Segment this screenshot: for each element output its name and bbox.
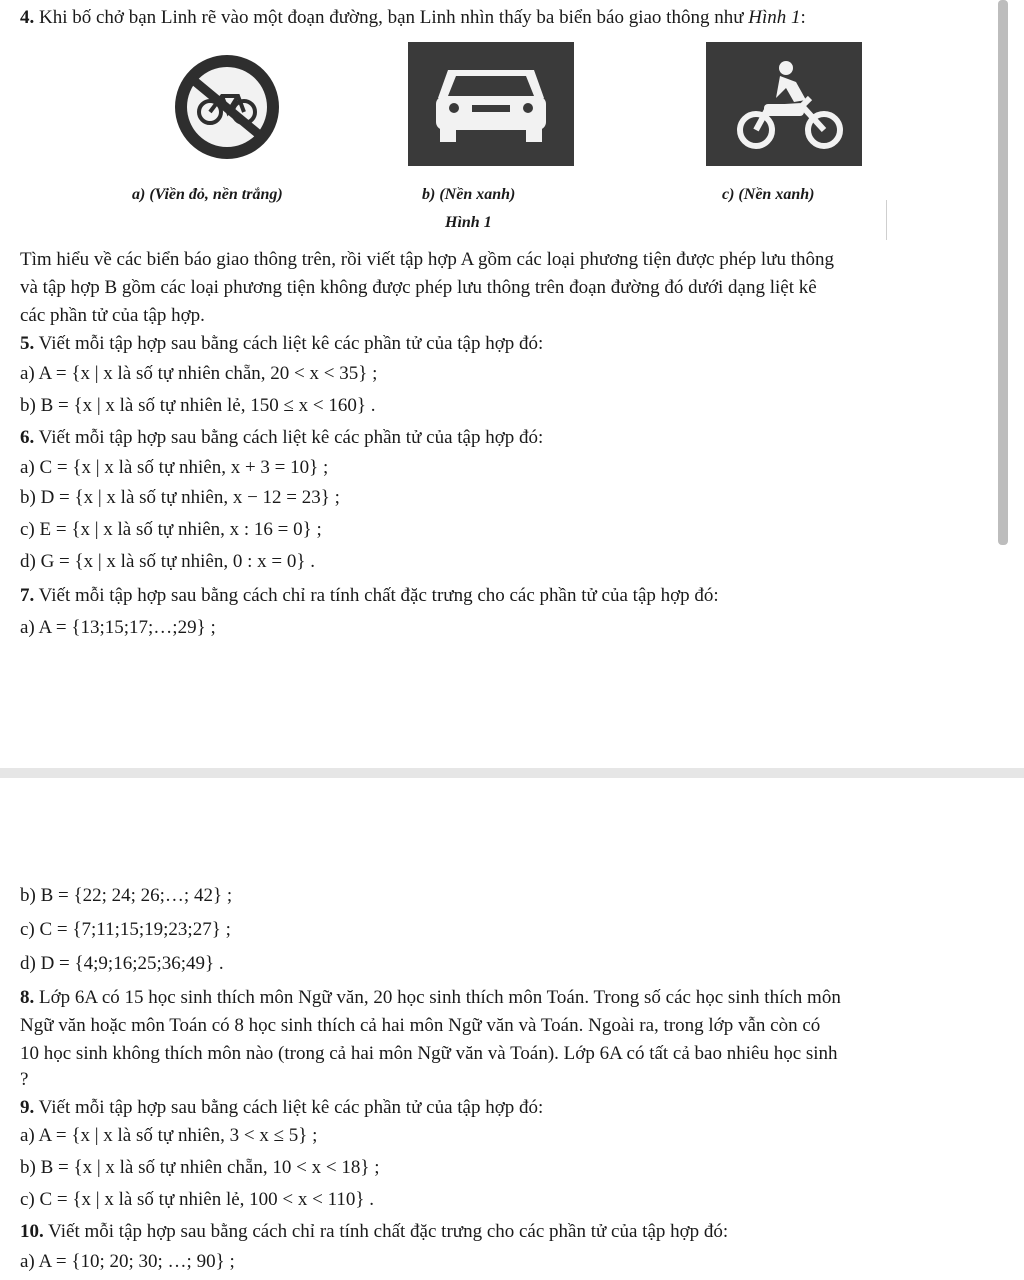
page-gap xyxy=(0,768,1024,778)
car-icon xyxy=(408,42,574,166)
q8-line-1 xyxy=(20,986,841,1010)
q4-body-line-3: các phần tử của tập hợp. xyxy=(20,305,205,326)
q4-figure-ref: Hình 1 xyxy=(748,7,801,28)
q7-item-a: a) A = {13;15;17;…;29} ; xyxy=(20,617,216,638)
q9-number: 9. xyxy=(20,1097,35,1118)
q10-heading xyxy=(20,1220,728,1244)
q4-body-line-2: và tập hợp B gồm các loại phương tiện không được phép lưu thông trên đoạn đường đó dưới dạng liệt kê xyxy=(20,277,817,298)
q7-title: Viết mỗi tập hợp sau bằng cách chỉ ra tính chất đặc trưng cho các phần tử của tập hợp đó: xyxy=(38,585,719,606)
q7-number: 7. xyxy=(20,585,35,606)
q7-heading xyxy=(20,584,719,608)
caption-b: b) (Nền xanh) xyxy=(422,186,516,203)
q4-heading xyxy=(20,6,806,30)
q6-item-a: a) C = {x | x là số tự nhiên, x + 3 = 10} ; xyxy=(20,457,329,478)
q5-item-b: b) B = {x | x là số tự nhiên lẻ, 150 ≤ x < 160} . xyxy=(20,395,376,416)
q5-number: 5. xyxy=(20,333,35,354)
scrollbar[interactable] xyxy=(998,0,1008,545)
q8-number: 8. xyxy=(20,987,35,1008)
motorbike-sign xyxy=(706,42,862,166)
q6-title: Viết mỗi tập hợp sau bằng cách liệt kê các phần tử của tập hợp đó: xyxy=(38,427,544,448)
car-sign xyxy=(408,42,574,166)
q7-item-d: d) D = {4;9;16;25;36;49} . xyxy=(20,953,224,974)
q6-heading xyxy=(20,426,543,450)
divider-line xyxy=(886,200,887,240)
q10-title: Viết mỗi tập hợp sau bằng cách chỉ ra tính chất đặc trưng cho các phần tử của tập hợp đó: xyxy=(48,1221,729,1242)
q8-line-4: ? xyxy=(20,1069,29,1090)
q4-colon: : xyxy=(800,7,806,28)
q7-item-c: c) C = {7;11;15;19;23;27} ; xyxy=(20,919,231,940)
motorbike-icon xyxy=(706,42,862,166)
q8-line-2: Ngữ văn hoặc môn Toán có 8 học sinh thích cả hai môn Ngữ văn và Toán. Ngoài ra, trong lớp vẫn còn có xyxy=(20,1015,821,1036)
q10-number: 10. xyxy=(20,1221,44,1242)
q9-item-b: b) B = {x | x là số tự nhiên chẵn, 10 < x < 18} ; xyxy=(20,1157,380,1178)
q4-number: 4. xyxy=(20,7,35,28)
q9-title: Viết mỗi tập hợp sau bằng cách liệt kê các phần tử của tập hợp đó: xyxy=(38,1097,544,1118)
q5-heading xyxy=(20,332,543,356)
q6-item-c: c) E = {x | x là số tự nhiên, x : 16 = 0} ; xyxy=(20,519,322,540)
caption-a: a) (Viền đỏ, nền trắng) xyxy=(132,186,283,203)
q7-item-b: b) B = {22; 24; 26;…; 42} ; xyxy=(20,885,233,906)
q6-item-d: d) G = {x | x là số tự nhiên, 0 : x = 0} . xyxy=(20,551,315,572)
q4-body-line-1: Tìm hiểu về các biển báo giao thông trên, rồi viết tập hợp A gồm các loại phương tiện được phép lưu thông xyxy=(20,249,834,270)
figure-caption: Hình 1 xyxy=(445,214,492,231)
q6-number: 6. xyxy=(20,427,35,448)
q9-item-c: c) C = {x | x là số tự nhiên lẻ, 100 < x < 110} . xyxy=(20,1189,375,1210)
q4-text: Khi bố chở bạn Linh rẽ vào một đoạn đường, bạn Linh nhìn thấy ba biển báo giao thông như xyxy=(39,7,749,28)
q5-title: Viết mỗi tập hợp sau bằng cách liệt kê các phần tử của tập hợp đó: xyxy=(38,333,544,354)
q10-item-a: a) A = {10; 20; 30; …; 90} ; xyxy=(20,1251,235,1272)
no-bicycle-sign-icon xyxy=(172,52,282,162)
q9-item-a: a) A = {x | x là số tự nhiên, 3 < x ≤ 5} ; xyxy=(20,1125,318,1146)
q5-item-a: a) A = {x | x là số tự nhiên chẵn, 20 < x < 35} ; xyxy=(20,363,378,384)
q9-heading xyxy=(20,1096,543,1120)
q8-line-3: 10 học sinh không thích môn nào (trong cả hai môn Ngữ văn và Toán). Lớp 6A có tất cả bao nhiêu học sinh xyxy=(20,1043,838,1064)
caption-c: c) (Nền xanh) xyxy=(722,186,815,203)
q6-item-b: b) D = {x | x là số tự nhiên, x − 12 = 23} ; xyxy=(20,487,340,508)
q8-text-1: Lớp 6A có 15 học sinh thích môn Ngữ văn, 20 học sinh thích môn Toán. Trong số các học sinh thích môn xyxy=(39,987,841,1008)
